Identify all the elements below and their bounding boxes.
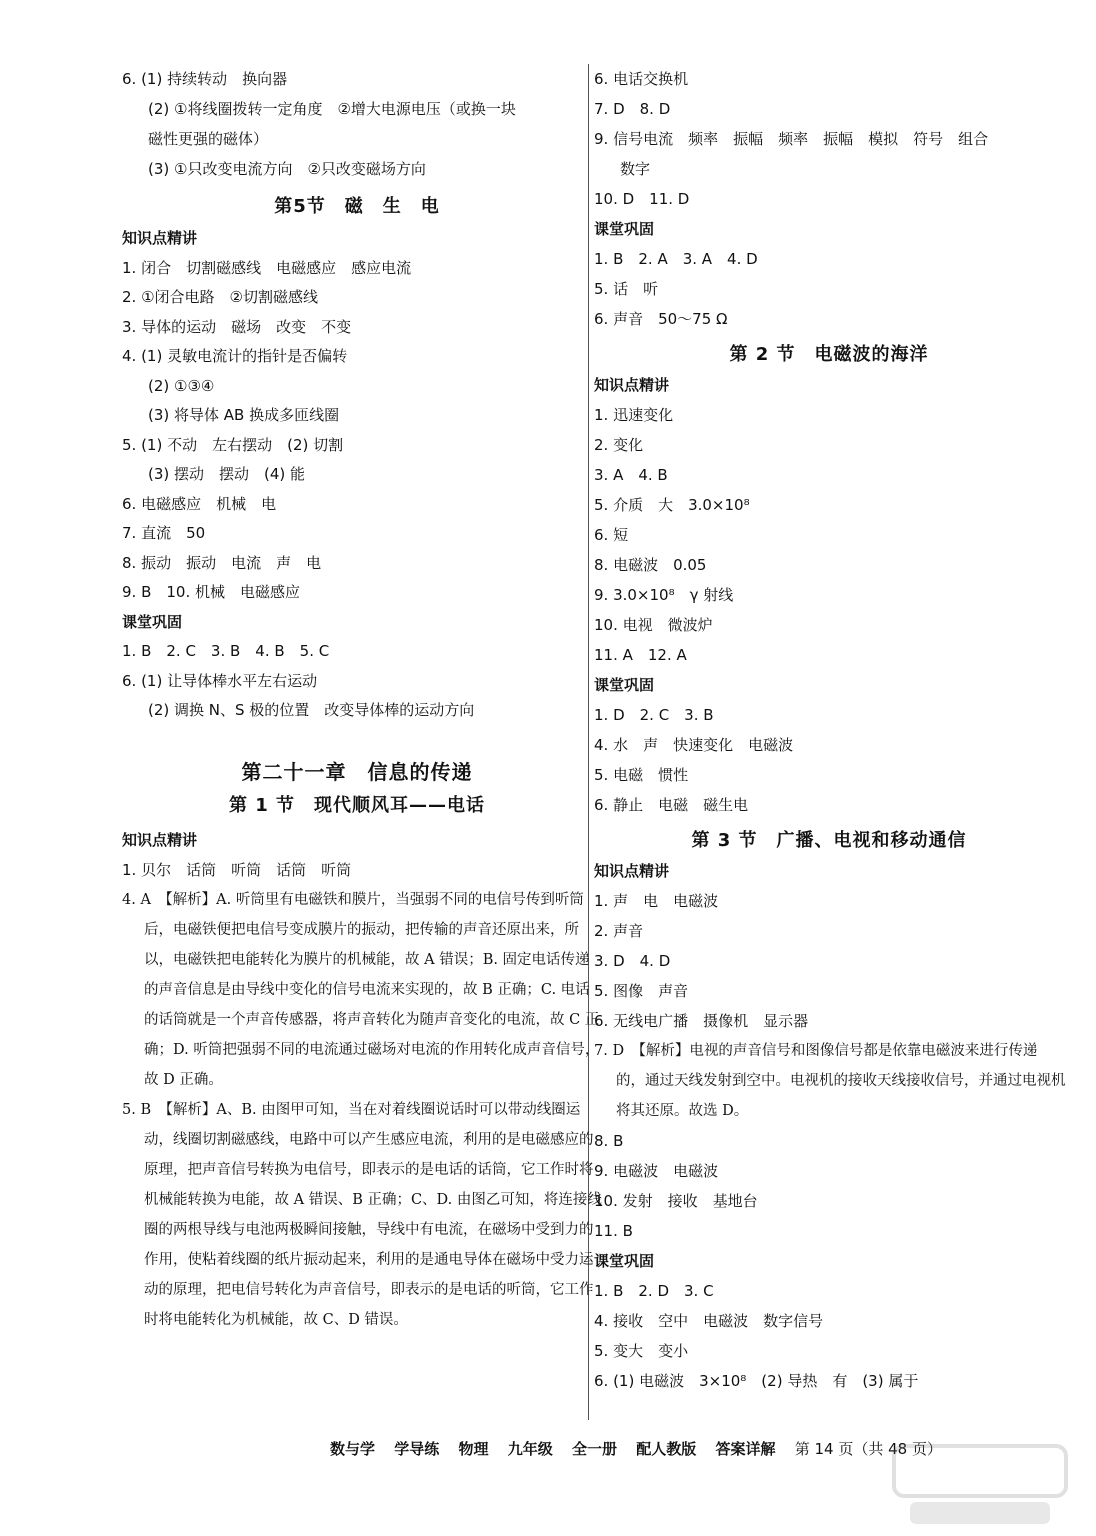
- answer-line: 1. 迅速变化: [594, 406, 674, 424]
- left-column: [122, 64, 602, 1335]
- answer-line: 5. 介质 大 3.0×10⁸: [594, 496, 750, 514]
- answer-line: 1. B 2. A 3. A 4. D: [594, 250, 758, 268]
- answer-line: 3. 导体的运动 磁场 改变 不变: [122, 317, 352, 336]
- section-title: 第 1 节 现代顺风耳——电话: [228, 794, 486, 816]
- answer-line: 1. B 2. C 3. B 4. B 5. C: [122, 642, 330, 660]
- answer-line: 9. 电磁波 电磁波: [594, 1162, 719, 1180]
- footer-grade: 九年级: [507, 1440, 553, 1458]
- answer-line: (3) 摆动 摆动 (4) 能: [148, 465, 306, 483]
- answer-line: 9. B 10. 机械 电磁感应: [122, 583, 300, 601]
- answer-line: 1. 闭合 切割磁感线 电磁感应 感应电流: [122, 258, 412, 277]
- answer-line: 数字: [620, 160, 651, 178]
- answer-line: 2. 声音: [594, 922, 644, 940]
- answer-line: 1. D 2. C 3. B: [594, 706, 714, 724]
- answer-line: 4. 接收 空中 电磁波 数字信号: [594, 1312, 824, 1330]
- watermark-logo-icon: [890, 1440, 1070, 1530]
- answer-line: 6. (1) 让导体棒水平左右运动: [122, 671, 318, 690]
- chapter-title: 第二十一章 信息的传递: [241, 759, 473, 784]
- answer-line: 5. 话 听: [594, 280, 659, 298]
- answer-line: 10. D 11. D: [594, 190, 690, 208]
- answer-line: 6. (1) 电磁波 3×10⁸ (2) 导热 有 (3) 属于: [594, 1372, 919, 1390]
- answer-line: 4. (1) 灵敏电流计的指针是否偏转: [122, 347, 348, 365]
- section-title: 第5节 磁 生 电: [274, 196, 440, 217]
- answer-line: 4. 水 声 快速变化 电磁波: [594, 736, 794, 754]
- answer-line: 1. 贝尔 话筒 听筒 话筒 听筒: [122, 860, 352, 879]
- answer-line: 磁性更强的磁体）: [148, 130, 269, 148]
- answer-line: 1. 声 电 电磁波: [594, 892, 719, 910]
- answer-line: (2) ①将线圈拨转一定角度 ②增大电源电压（或换一块: [148, 100, 516, 118]
- right-column: [594, 64, 1064, 1396]
- section-label: 知识点精讲: [594, 862, 670, 880]
- answer-line: 6. 电磁感应 机械 电: [122, 494, 277, 513]
- answer-line: 11. B: [594, 1222, 633, 1240]
- footer-edition: 配人教版: [636, 1440, 697, 1458]
- answer-line: 7. 直流 50: [122, 524, 206, 542]
- footer-subject: 物理: [458, 1440, 489, 1458]
- answer-line: 8. 电磁波 0.05: [594, 556, 707, 574]
- answer-line: 11. A 12. A: [594, 646, 687, 664]
- explanation-paragraph: 4. A 【解析】A. 听筒里有电磁铁和膜片，当强弱不同的电信号传到听筒后，电磁铁便把电信号变成膜片的振动，把传输的声音还原出来，所以，电磁铁把电能转化为膜片的机械能，故 A 错误；B. 固定电话传递的声音信息是由导线中变化的信号电流来实现的，故 B 正确；C. 电话的话筒就是一个声音传感器，将声音转化为随声音变化的电流，故 C 正确；D. 听筒把强弱不同的电流通过磁场对电流的作用转化成声音信号，故 D 正确。: [122, 891, 600, 1088]
- answer-line: (2) ①③④: [148, 376, 215, 395]
- answer-line: 7. D 8. D: [594, 100, 671, 118]
- answer-line: 9. 信号电流 频率 振幅 频率 振幅 模拟 符号 组合: [594, 130, 989, 148]
- explanation-paragraph: 7. D 【解析】电视的声音信号和图像信号都是依靠电磁波来进行传递的，通过天线发射到空中。电视机的接收天线接收信号，并通过电视机将其还原。故选 D。: [594, 1043, 1066, 1119]
- section-title: 第 3 节 广播、电视和移动通信: [691, 830, 967, 851]
- answer-line: 6. (1) 持续转动 换向器: [122, 70, 288, 88]
- answer-line: 10. 发射 接收 基地台: [594, 1192, 758, 1210]
- answer-line: 5. 变大 变小: [594, 1342, 689, 1360]
- section-label: 课堂巩固: [122, 612, 183, 631]
- answer-line: 2. 变化: [594, 436, 644, 454]
- answer-line: 10. 电视 微波炉: [594, 616, 713, 634]
- answer-line: 3. A 4. B: [594, 466, 668, 484]
- answer-line: (3) 将导体 AB 换成多匝线圈: [148, 406, 340, 424]
- answer-line: 2. ①闭合电路 ②切割磁感线: [122, 288, 318, 306]
- section-title: 第 2 节 电磁波的海洋: [729, 344, 929, 365]
- section-label: 课堂巩固: [594, 676, 655, 694]
- answer-line: 5. (1) 不动 左右摆动 (2) 切割: [122, 435, 344, 454]
- answer-line: 6. 电话交换机: [594, 70, 689, 88]
- section-label: 知识点精讲: [594, 376, 670, 394]
- answer-line: 8. B: [594, 1132, 624, 1150]
- footer-type: 答案详解: [715, 1440, 776, 1458]
- answer-line: (2) 调换 N、S 极的位置 改变导体棒的运动方向: [148, 701, 475, 719]
- answer-line: 6. 无线电广播 摄像机 显示器: [594, 1012, 809, 1030]
- section-label: 课堂巩固: [594, 220, 655, 238]
- answer-line: 5. 电磁 惯性: [594, 766, 689, 784]
- section-label: 知识点精讲: [122, 830, 198, 849]
- explanation-paragraph: 5. B 【解析】A、B. 由图甲可知，当在对着线圈说话时可以带动线圈运动，线圈切割磁感线，电路中可以产生感应电流，利用的是电磁感应的原理，把声音信号转换为电信号，即表示的是电话的话筒，它工作时将机械能转换为电能，故 A 错误、B 正确；C、D. 由图乙可知，将连接线圈的两根导线与电池两极瞬间接触，导线中有电流，在磁场中受到力的作用，使粘着线圈的纸片振动起来，利用的是通电导体在磁场中受力运动的原理，把电信号转化为声音信号，即表示的是电话的听筒，它工作时将电能转化为机械能，故 C、D 错误。: [122, 1101, 602, 1328]
- answer-line: 6. 静止 电磁 磁生电: [594, 796, 749, 814]
- answer-line: 8. 振动 振动 电流 声 电: [122, 553, 322, 572]
- answer-line: 1. B 2. D 3. C: [594, 1282, 714, 1300]
- answer-line: 6. 短: [594, 526, 629, 544]
- answer-line: 6. 声音 50～75 Ω: [594, 310, 728, 328]
- section-label: 知识点精讲: [122, 229, 198, 247]
- answer-line: 5. 图像 声音: [594, 982, 689, 1000]
- section-label: 课堂巩固: [594, 1252, 655, 1270]
- footer-series: 学导练: [394, 1440, 440, 1458]
- footer-volume: 全一册: [572, 1440, 618, 1458]
- answer-line: 9. 3.0×10⁸ γ 射线: [594, 586, 734, 604]
- page-number: 第 14 页（共 48 页）: [794, 1440, 942, 1458]
- answer-line: 3. D 4. D: [594, 952, 671, 970]
- footer-book: 数与学: [330, 1440, 376, 1458]
- answer-line: (3) ①只改变电流方向 ②只改变磁场方向: [148, 160, 426, 178]
